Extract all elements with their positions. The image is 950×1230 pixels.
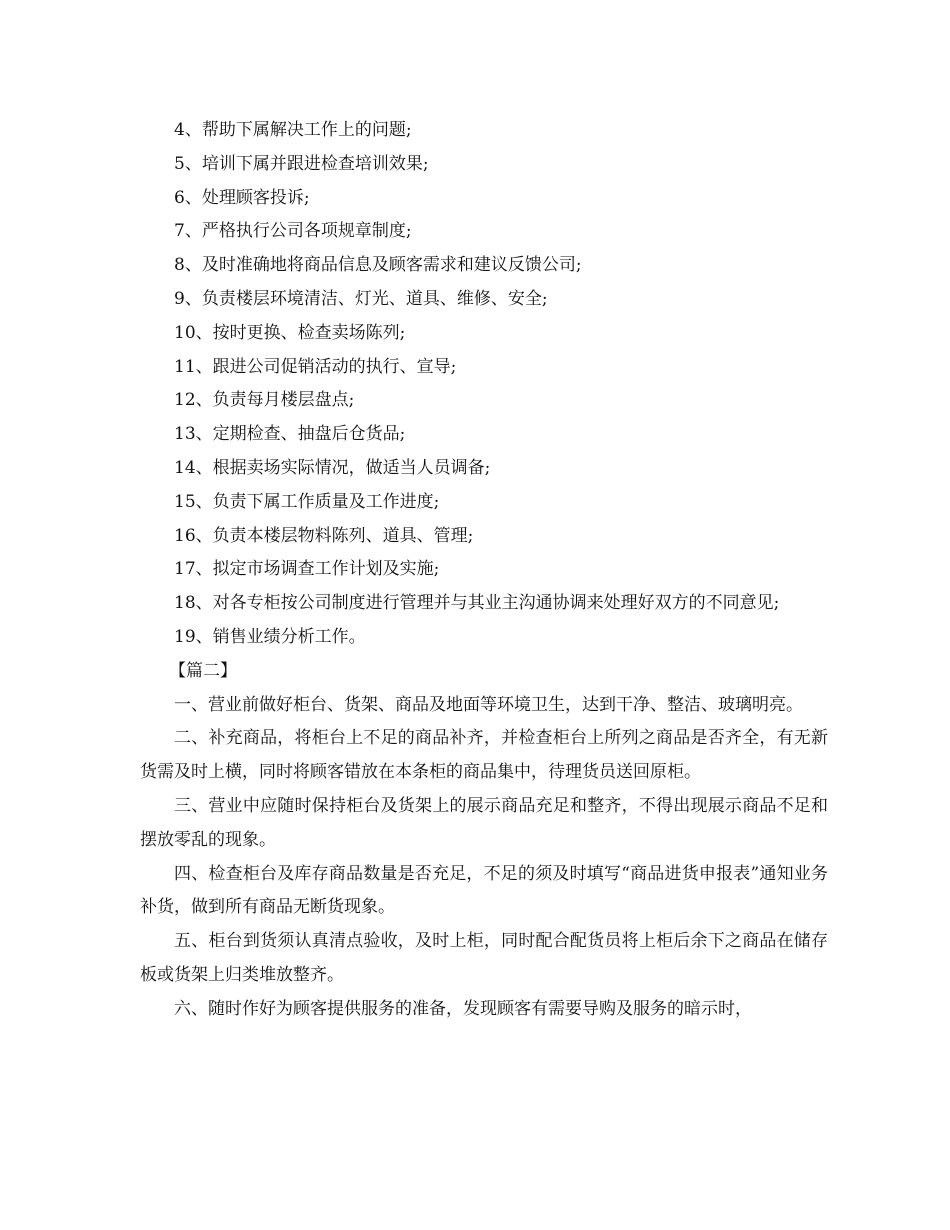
- list-item: 18、对各专柜按公司制度进行管理并与其业主沟通协调来处理好双方的不同意见;: [174, 593, 780, 614]
- section-paragraph: 一、营业前做好柜台、货架、商品及地面等环境卫生，达到干净、整洁、玻璃明亮。: [174, 694, 803, 715]
- section-paragraph: 四、检查柜台及库存商品数量是否充足，不足的须及时填写“商品进货申报表”通知业务补货，做到所有商品无断货现象。: [140, 863, 828, 918]
- section-paragraph: 五、柜台到货须认真清点验收，及时上柜，同时配合配货员将上柜后余下之商品在储存板或货架上归类堆放整齐。: [140, 931, 828, 985]
- list-item: 13、定期检查、抽盘后仓货品;: [174, 424, 406, 445]
- list-item: 12、负责每月楼层盘点;: [174, 390, 355, 411]
- list-item: 8、及时准确地将商品信息及顾客需求和建议反馈公司;: [174, 255, 582, 276]
- list-item: 4、帮助下属解决工作上的问题;: [174, 120, 412, 140]
- section-paragraph: 二、补充商品，将柜台上不足的商品补齐，并检查柜台上所列之商品是否齐全，有无新货需及时上横，同时将顾客错放在本条柜的商品集中，待理货员送回原柜。: [140, 728, 828, 783]
- section-paragraph: 六、随时作好为顾客提供服务的准备，发现顾客有需要导购及服务的暗示时，: [174, 998, 752, 1019]
- section-heading: 【篇二】: [169, 660, 237, 681]
- list-item: 7、严格执行公司各项规章制度;: [174, 221, 412, 242]
- list-item: 14、根据卖场实际情况，做适当人员调备;: [174, 457, 491, 478]
- list-item: 6、处理顾客投诉;: [174, 187, 310, 208]
- list-item: 10、按时更换、检查卖场陈列;: [174, 322, 406, 343]
- list-item: 19、销售业绩分析工作。: [174, 626, 366, 647]
- list-item: 16、负责本楼层物料陈列、道具、管理;: [174, 525, 474, 546]
- list-item: 5、培训下属并跟进检查培训效果;: [174, 153, 429, 174]
- list-item: 15、负责下属工作质量及工作进度;: [174, 491, 440, 512]
- list-item: 11、跟进公司促销活动的执行、宣导;: [174, 356, 457, 377]
- document-body: [140, 114, 828, 1027]
- list-item: 17、拟定市场调查工作计划及实施;: [174, 559, 440, 580]
- section-paragraph: 三、营业中应随时保持柜台及货架上的展示商品充足和整齐，不得出现展示商品不足和摆放零乱的现象。: [140, 795, 828, 850]
- list-item: 9、负责楼层环境清洁、灯光、道具、维修、安全;: [174, 288, 548, 309]
